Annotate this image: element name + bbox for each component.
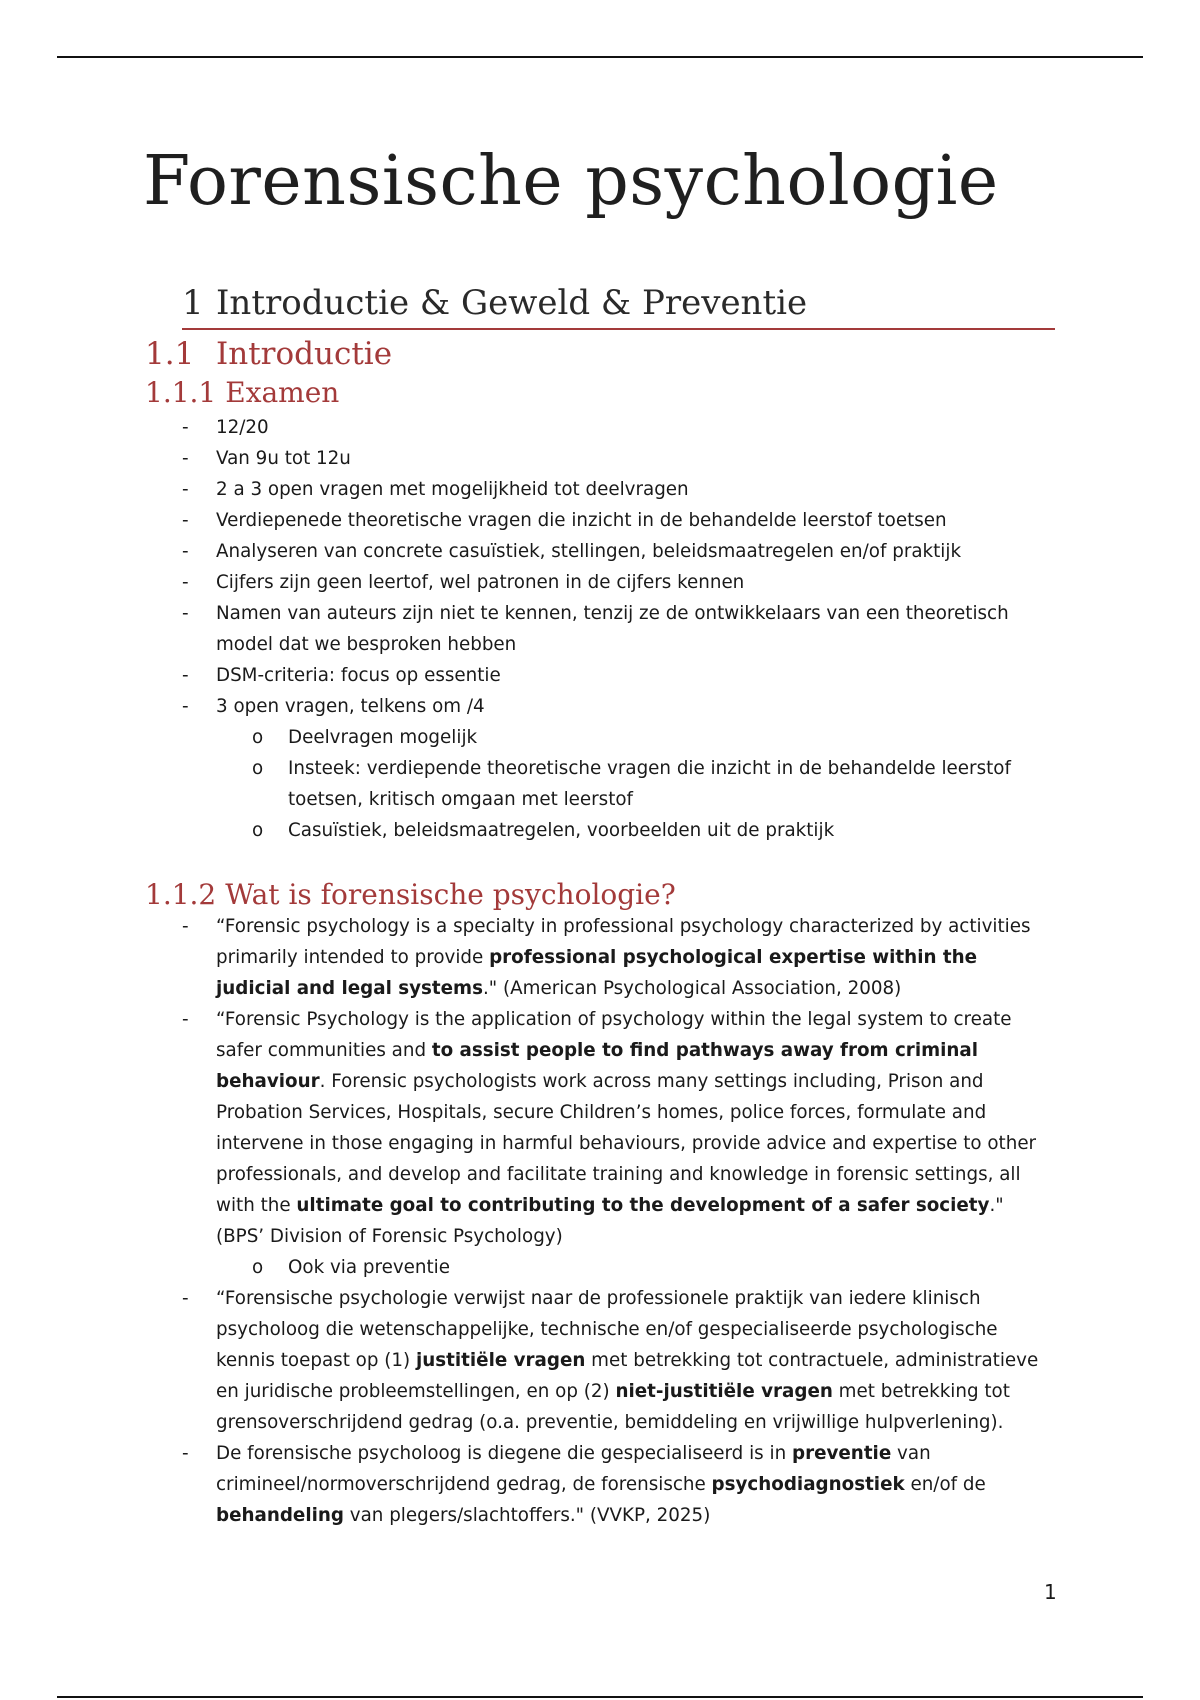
definitions-list [0, 911, 1052, 1531]
list-item: - Analyseren van concrete casuïstiek, stellingen, beleidsmaatregelen en/of praktijk [182, 541, 962, 562]
sub-list-item: o Ook via preventie [252, 1257, 450, 1278]
section-title: Introductie [216, 336, 393, 372]
header-rule [57, 56, 1143, 58]
chapter-number: 1 [182, 283, 204, 323]
sub-list-item: o Deelvragen mogelijk [252, 727, 478, 748]
list-item: - 12/20 [182, 417, 269, 438]
definitions-sublist [216, 1252, 1052, 1283]
list-item: - 3 open vragen, telkens om /4 o Deelvragen mogelijk o Insteek: verdiepende theoretische vragen die inzicht in de behandelde leerstof toetsen, kritisch omgaan met leerstof o Casuïstiek, beleidsmaatregelen, voorbeelden uit de praktijk [0, 691, 1052, 846]
footer-rule [57, 1696, 1143, 1698]
section-number: 1.1 [145, 336, 195, 372]
list-item: - Van 9u tot 12u [182, 448, 351, 469]
section-heading [145, 336, 393, 372]
sub-list-item: o Casuïstiek, beleidsmaatregelen, voorbeelden uit de praktijk [252, 820, 835, 841]
list-item: - De forensische psycholoog is diegene die gespecialiseerd is in preventie van crimineel/normoverschrijdend gedrag, de forensische psychodiagnostiek en/of de behandeling van plegers/slachtoffers." (VVKP, 2025) [182, 1443, 986, 1526]
list-item: - Cijfers zijn geen leertof, wel patronen in de cijfers kennen [182, 572, 745, 593]
chapter-heading [182, 283, 1055, 330]
sub-list-item: o Insteek: verdiepende theoretische vragen die inzicht in de behandelde leerstof toetsen, kritisch omgaan met leerstof [252, 758, 1011, 810]
list-item: - 2 a 3 open vragen met mogelijkheid tot deelvragen [182, 479, 689, 500]
subsection-heading-wat-is [145, 878, 676, 911]
chapter-title: Introductie & Geweld & Preventie [216, 283, 808, 323]
exam-list [0, 412, 1052, 846]
list-item: - “Forensic Psychology is the application of psychology within the legal system to create safer communities and to assist people to find pathways away from criminal behaviour. Forensic psychologists work across many settings including, Prison and Probation Services, Hospitals, secure Children’s homes, police forces, formulate and intervene in those engaging in harmful behaviours, provide advice and expertise to other professionals, and develop and facilitate training and knowledge in forensic settings, all with the ultimate goal to contributing to the development of a safer society." (BPS’ Division of Forensic Psychology) o Ook via preventie [0, 1004, 1052, 1283]
subsection-title: Wat is forensische psychologie? [225, 878, 676, 911]
page-number: 1 [1044, 1580, 1057, 1604]
document-title: Forensische psychologie [143, 142, 999, 221]
list-item: - DSM-criteria: focus op essentie [182, 665, 501, 686]
subsection-heading-examen [145, 376, 340, 409]
list-item: - “Forensic psychology is a specialty in professional psychology characterized by activities primarily intended to provide professional psychological expertise within the judicial and legal systems." (American Psychological Association, 2008) [182, 916, 1031, 999]
exam-sublist [216, 722, 1052, 846]
subsection-number: 1.1.1 [145, 376, 217, 409]
subsection-title: Examen [225, 376, 340, 409]
list-item: - Namen van auteurs zijn niet te kennen, tenzij ze de ontwikkelaars van een theoretisch model dat we besproken hebben [182, 603, 1009, 655]
subsection-number: 1.1.2 [145, 878, 217, 911]
list-item: - “Forensische psychologie verwijst naar de professionele praktijk van iedere klinisch psycholoog die wetenschappelijke, technische en/of gespecialiseerde psychologische kennis toepast op (1) justitiële vragen met betrekking tot contractuele, administratieve en juridische probleemstellingen, en op (2) niet-justitiële vragen met betrekking tot grensoverschrijdend gedrag (o.a. preventie, bemiddeling en vrijwillige hulpverlening). [182, 1288, 1039, 1433]
list-item: - Verdiepenede theoretische vragen die inzicht in de behandelde leerstof toetsen [182, 510, 947, 531]
